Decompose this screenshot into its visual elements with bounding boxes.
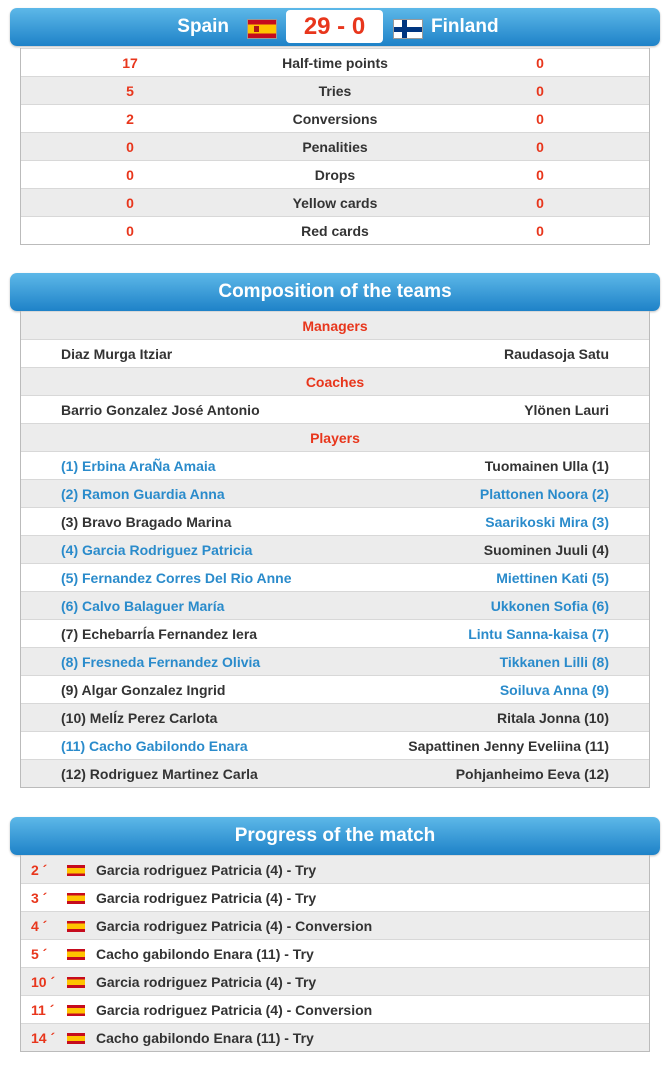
composition-table: [20, 311, 650, 788]
player-link[interactable]: (4) Garcia Rodriguez Patricia: [61, 542, 253, 558]
player-link[interactable]: Lintu Sanna-kaisa (7): [468, 626, 609, 642]
player-row: (11) Cacho Gabilondo Enara Sapattinen Jenny Eveliina (11): [21, 731, 649, 759]
player-row: [21, 591, 649, 619]
player-link[interactable]: (1) Erbina AraÑa Amaia: [61, 458, 216, 474]
match-event: 11 ´ Garcia rodriguez Patricia (4) - Conversion: [21, 995, 649, 1023]
stat-row: 5 Tries 0: [21, 76, 649, 104]
player-link[interactable]: Saarikoski Mira (3): [485, 514, 609, 530]
match-event: 3 ´ Garcia rodriguez Patricia (4) - Try: [21, 883, 649, 911]
stat-row: 0 Drops 0: [21, 160, 649, 188]
home-team-name[interactable]: Spain: [177, 16, 229, 37]
player-link[interactable]: Soiluva Anna (9): [499, 682, 609, 698]
players-heading: Players: [21, 423, 649, 451]
player-row: (7) EchebarrÍa Fernandez Iera Lintu Sanna-kaisa (7): [21, 619, 649, 647]
composition-title: Composition of the teams: [218, 281, 452, 302]
spain-flag-icon: [67, 1033, 85, 1044]
player-link[interactable]: Tikkanen Lilli (8): [499, 654, 609, 670]
player-link[interactable]: (8) Fresneda Fernandez Olivia: [61, 654, 261, 670]
player-link[interactable]: Ukkonen Sofia (6): [490, 598, 609, 614]
match-event: 5 ´ Cacho gabilondo Enara (11) - Try: [21, 939, 649, 967]
spain-flag-icon: [247, 19, 277, 39]
player-link[interactable]: (11) Cacho Gabilondo Enara: [61, 738, 248, 754]
player-link[interactable]: (5) Fernandez Corres Del Rio Anne: [61, 570, 292, 586]
spain-flag-icon: [67, 949, 85, 960]
player-row: [21, 647, 649, 675]
player-link[interactable]: Plattonen Noora (2): [479, 486, 609, 502]
spain-flag-icon: [67, 1005, 85, 1016]
match-score: 29 - 0: [286, 10, 383, 43]
player-row: (10) MelÍz Perez Carlota Ritala Jonna (10): [21, 703, 649, 731]
player-link[interactable]: Miettinen Kati (5): [496, 570, 609, 586]
player-link[interactable]: (6) Calvo Balaguer María: [61, 598, 225, 614]
player-row: (4) Garcia Rodriguez Patricia Suominen Juuli (4): [21, 535, 649, 563]
coaches-heading: Coaches: [21, 367, 649, 395]
away-team-name[interactable]: Finland: [431, 16, 499, 37]
stat-row: 17 Half-time points 0: [21, 48, 649, 76]
stat-row: 2 Conversions 0: [21, 104, 649, 132]
composition-header: [10, 273, 660, 311]
player-link[interactable]: (2) Ramon Guardia Anna: [61, 486, 225, 502]
match-event: 4 ´ Garcia rodriguez Patricia (4) - Conversion: [21, 911, 649, 939]
player-row: (3) Bravo Bragado Marina Saarikoski Mira (3): [21, 507, 649, 535]
spain-flag-icon: [67, 893, 85, 904]
player-row: [21, 479, 649, 507]
spain-flag-icon: [67, 865, 85, 876]
progress-list: [20, 855, 650, 1052]
spain-flag-icon: [67, 921, 85, 932]
player-row: (9) Algar Gonzalez Ingrid Soiluva Anna (9): [21, 675, 649, 703]
score-header: [10, 8, 660, 46]
spain-flag-icon: [67, 977, 85, 988]
stat-row: 0 Yellow cards 0: [21, 188, 649, 216]
stats-table: [20, 48, 650, 245]
coaches-row: Barrio Gonzalez José Antonio Ylönen Lauri: [21, 395, 649, 423]
progress-header: [10, 817, 660, 855]
managers-heading: Managers: [21, 311, 649, 339]
player-row: (12) Rodriguez Martinez Carla Pohjanheimo Eeva (12): [21, 759, 649, 787]
player-row: (1) Erbina AraÑa Amaia Tuomainen Ulla (1): [21, 451, 649, 479]
progress-title: Progress of the match: [234, 825, 436, 846]
match-event: 10 ´ Garcia rodriguez Patricia (4) - Try: [21, 967, 649, 995]
match-event: 14 ´ Cacho gabilondo Enara (11) - Try: [21, 1023, 649, 1051]
player-row: [21, 563, 649, 591]
stat-row: 0 Penalities 0: [21, 132, 649, 160]
managers-row: Diaz Murga Itziar Raudasoja Satu: [21, 339, 649, 367]
match-event: 2 ´ Garcia rodriguez Patricia (4) - Try: [21, 855, 649, 883]
stat-row: 0 Red cards 0: [21, 216, 649, 244]
finland-flag-icon: [393, 19, 423, 39]
